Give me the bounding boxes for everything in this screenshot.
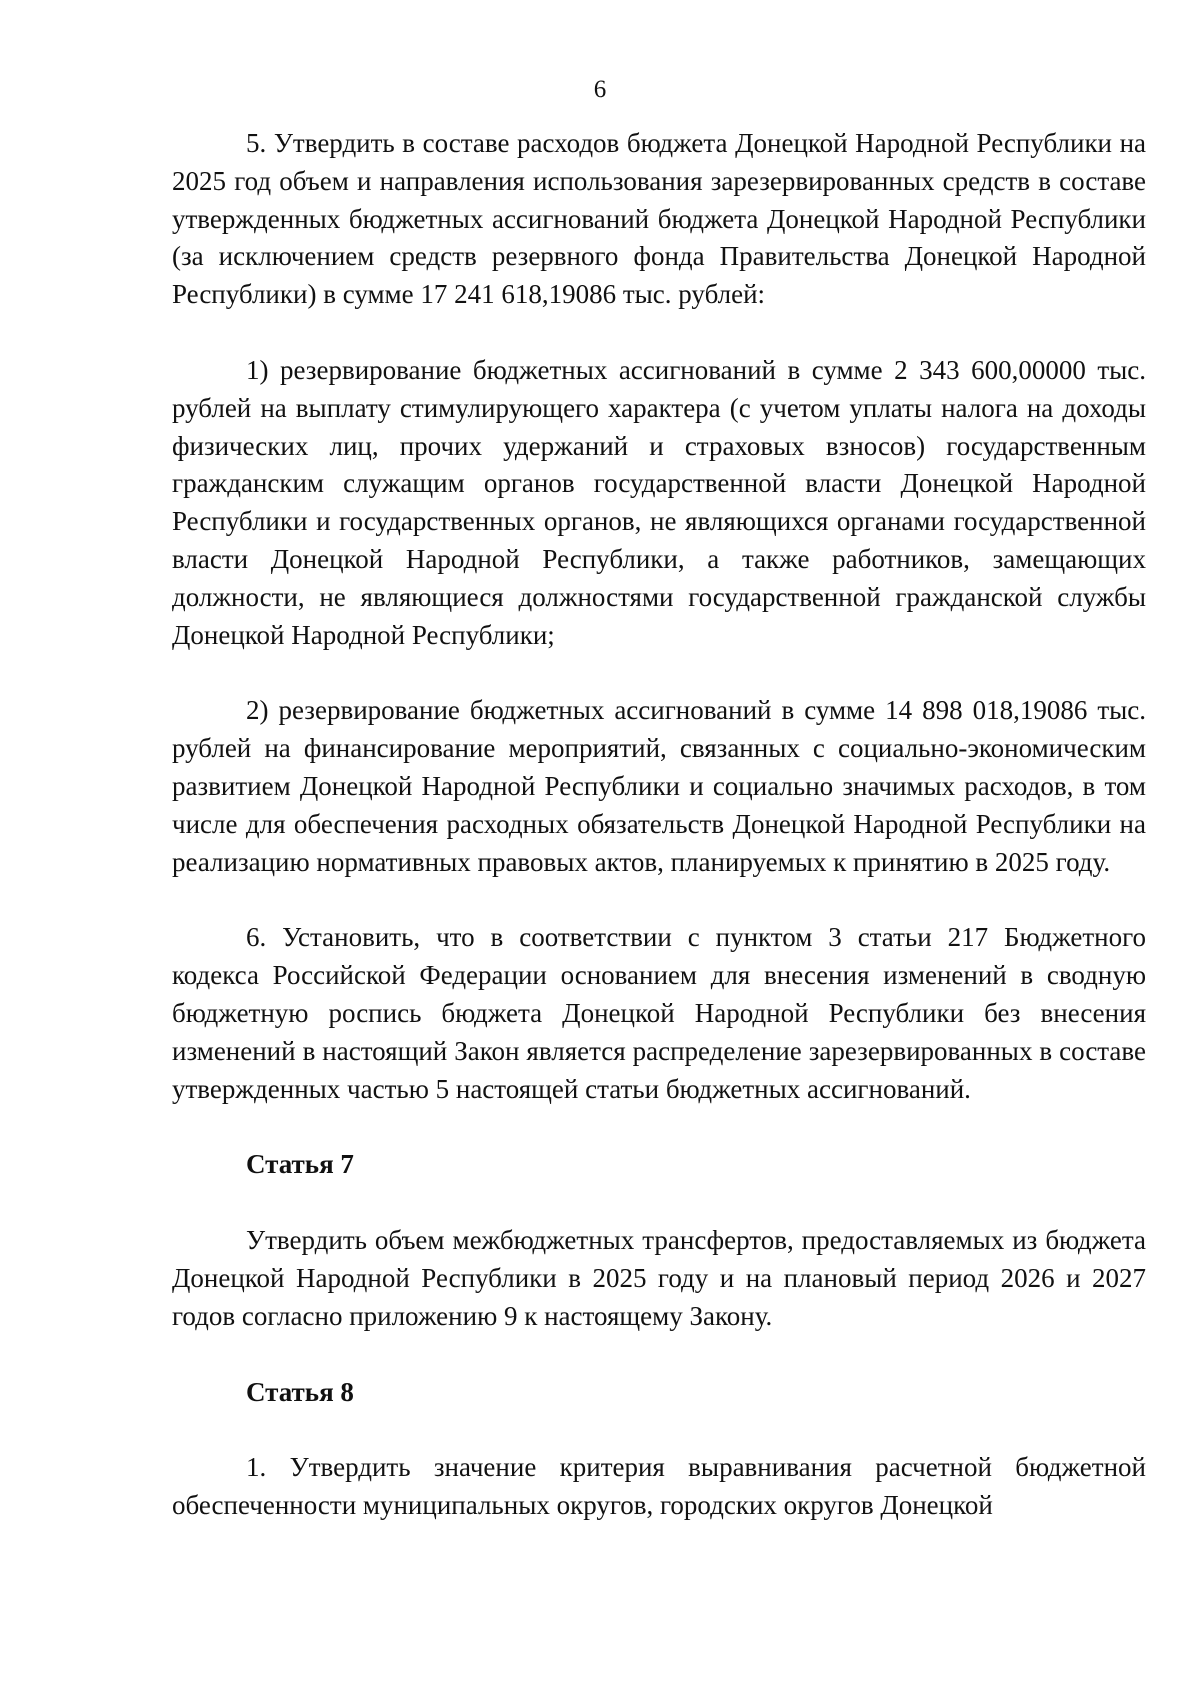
page-number: 6 (593, 76, 607, 103)
article-7-heading: Статья 7 (246, 1149, 354, 1180)
article-8-paragraph-1: 1. Утвердить значение критерия выравнивания расчетной бюджетной обеспеченности муниципальных округов, городских округов Донецкой (172, 1452, 1146, 1521)
paragraph-5-item-1: 1) резервирование бюджетных ассигнований в сумме 2 343 600,00000 тыс. рублей на выплату стимулирующего характера (с учетом уплаты налога на доходы физических лиц, прочих удержаний и страховых взносов) государственным гражданским служащим органов государственной власти Донецкой Народной Республики и государственных органов, не являющихся органами государственной власти Донецкой Народной Республики, а также работников, замещающих должности, не являющиеся должностями государственной гражданской службы Донецкой Народной Республики; (172, 354, 1146, 650)
article-8-heading: Статья 8 (246, 1376, 354, 1407)
paragraph-6: 6. Установить, что в соответствии с пунктом 3 статьи 217 Бюджетного кодекса Российской Федерации основанием для внесения изменений в сводную бюджетную роспись бюджета Донецкой Народной Республики без внесения изменений в настоящий Закон является распределение зарезервированных в составе утвержденных частью 5 настоящей статьи бюджетных ассигнований. (172, 922, 1146, 1104)
article-7-text: Утвердить объем межбюджетных трансфертов, предоставляемых из бюджета Донецкой Народной Республики в 2025 году и на плановый период 2026 и 2027 годов согласно приложению 9 к настоящему Закону. (172, 1225, 1146, 1331)
document-body (172, 125, 1146, 1525)
paragraph-5-item-2: 2) резервирование бюджетных ассигнований в сумме 14 898 018,19086 тыс. рублей на финансирование мероприятий, связанных с социально-экономическим развитием Донецкой Народной Республики и социально значимых расходов, в том числе для обеспечения расходных обязательств Донецкой Народной Республики на реализацию нормативных правовых актов, планируемых к принятию в 2025 году. (172, 695, 1146, 877)
paragraph-5: 5. Утвердить в составе расходов бюджета Донецкой Народной Республики на 2025 год объем и направления использования зарезервированных средств в составе утвержденных бюджетных ассигнований бюджета Донецкой Народной Республики (за исключением средств резервного фонда Правительства Донецкой Народной Республики) в сумме 17 241 618,19086 тыс. рублей: (172, 128, 1146, 310)
